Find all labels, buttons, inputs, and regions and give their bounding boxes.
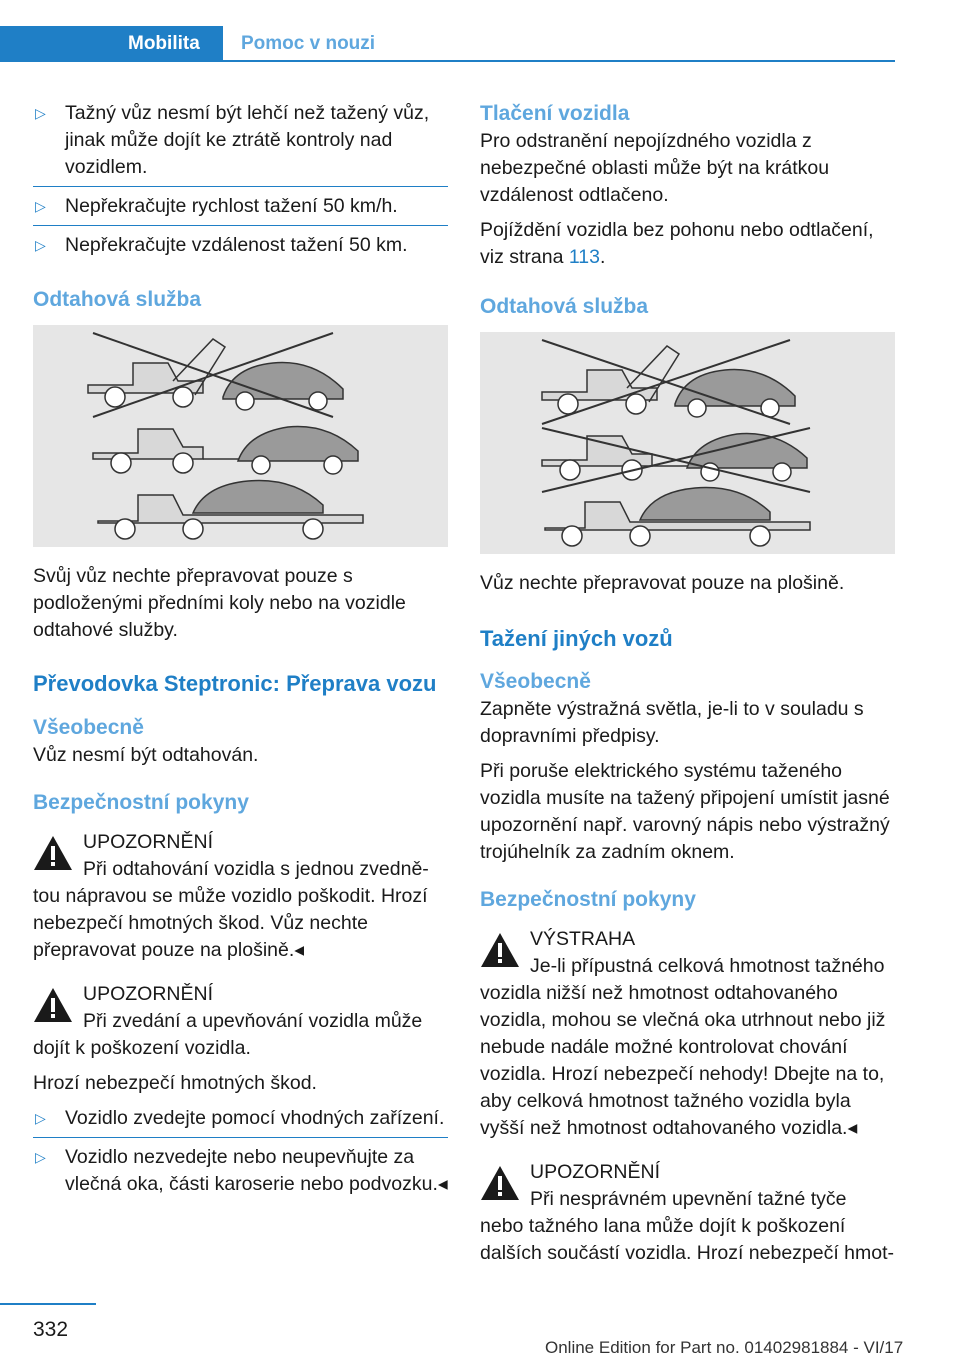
towing-illustration xyxy=(33,325,448,547)
warning-block xyxy=(33,981,448,1062)
bullet-separator xyxy=(33,225,448,226)
tow-text: Svůj vůz nechte přepravovat pouze s podloženými předními koly nebo na vozidle odtahové služby. xyxy=(33,565,406,641)
left-column xyxy=(33,100,448,1198)
warning-triangle-icon xyxy=(480,1165,520,1201)
heading-odtahova-sluzba: Odtahová služba xyxy=(33,288,202,311)
warning-text: dojít k poškození vozidla. xyxy=(33,1037,251,1059)
roll-text: Pojíždění vozidla bez pohonu nebo odtlačení, viz strana 113. xyxy=(480,219,874,268)
warning-triangle-icon xyxy=(33,987,73,1023)
bullet-separator xyxy=(33,1137,448,1138)
triangle-right-icon: ▷ xyxy=(35,105,46,121)
heading-odtahova-sluzba: Odtahová služba xyxy=(480,295,649,318)
triangle-right-icon: ▷ xyxy=(35,1110,46,1126)
page-link-113[interactable]: 113 xyxy=(568,246,600,268)
warning-text: tou nápravou se může vozidlo poškodit. Hrozí nebezpečí hmotných škod. Vůz nechte přepravovat pouze na plošině.◂ xyxy=(33,885,428,961)
bullet-item: ▷ Vozidlo zvedejte pomocí vhodných zařízení. xyxy=(33,1105,448,1132)
warning-title: VÝSTRAHA xyxy=(530,928,636,950)
warning-triangle-icon xyxy=(33,835,73,871)
heading-tazeni-jinych-vozu: Tažení jiných vozů xyxy=(480,626,673,651)
warning-title: UPOZORNĚNÍ xyxy=(83,831,214,853)
page-header xyxy=(0,0,960,62)
warning-lead: Při zvedání a upevňování vozidla může xyxy=(83,1010,423,1032)
towing-methods-drawing xyxy=(33,325,448,547)
right-column xyxy=(480,100,895,1267)
bullet-item: ▷ Vozidlo nezvedejte nebo neupevňujte za vlečná oka, části karoserie nebo podvozku.◂ xyxy=(35,1146,448,1195)
section-tab-mobilita[interactable]: Mobilita xyxy=(0,26,223,61)
page-number: 332 xyxy=(33,1318,69,1341)
edition-note: Online Edition for Part no. 01402981884 - VI/17 xyxy=(545,1338,904,1357)
header-rule xyxy=(0,60,895,62)
towing-methods-drawing xyxy=(480,332,895,554)
heading-tlaceni-vozidla: Tlačení vozidla xyxy=(480,102,630,125)
triangle-right-icon: ▷ xyxy=(35,237,46,253)
general-text: Vůz nesmí být odtahován. xyxy=(33,744,259,766)
bullet-separator xyxy=(33,186,448,187)
warning-block xyxy=(33,829,448,964)
tow-text: Vůz nechte přepravovat pouze na plošině. xyxy=(480,572,845,594)
heading-bezpecnostni-pokyny: Bezpečnostní pokyny xyxy=(33,791,249,814)
warning-text: nebo tažného lana může dojít k poškození dalších součástí vozidla. Hrozí nebezpečí hmot- xyxy=(480,1215,895,1264)
general-text: Při poruše elektrického systému taženého vozidla musíte na tažený připojení umístit jasné upozornění např. varovný nápis nebo výstražný trojúhelník za zadním oknem. xyxy=(480,760,890,863)
bullet-item: ▷ Nepřekračujte rychlost tažení 50 km/h. xyxy=(33,193,448,220)
risk-text: Hrozí nebezpečí hmotných škod. xyxy=(33,1072,317,1094)
warning-lead: Je-li přípustná celková hmotnost tažného xyxy=(530,955,885,977)
warning-triangle-icon xyxy=(480,932,520,968)
general-text: Zapněte výstražná světla, je-li to v souladu s dopravními předpisy. xyxy=(480,698,864,747)
heading-steptronic: Převodovka Steptronic: Přeprava vozu xyxy=(33,671,437,696)
warning-block xyxy=(480,1159,895,1267)
heading-bezpecnostni-pokyny: Bezpečnostní pokyny xyxy=(480,888,696,911)
push-text: Pro odstranění nepojízdného vozidla z nebezpečné oblasti může být na krátkou vzdálenost odtlačeno. xyxy=(480,130,830,206)
warning-lead: Při nesprávném upevnění tažné tyče xyxy=(530,1188,847,1210)
heading-vseobecne: Všeobecně xyxy=(480,670,591,693)
heading-vseobecne: Všeobecně xyxy=(33,716,144,739)
footer-rule xyxy=(0,1303,96,1305)
towing-illustration xyxy=(480,332,895,554)
bullet-item: ▷ Tažný vůz nesmí být lehčí než tažený vůz, jinak může dojít ke ztrátě kontroly nad vozidlem. xyxy=(35,102,430,178)
triangle-right-icon: ▷ xyxy=(35,1149,46,1165)
warning-title: UPOZORNĚNÍ xyxy=(530,1161,661,1183)
warning-block xyxy=(480,926,895,1142)
bullet-item: ▷ Nepřekračujte vzdálenost tažení 50 km. xyxy=(33,232,448,259)
warning-text: vozidla nižší než hmotnost odtahovaného vozidla, mohou se vlečná oka utrhnout nebo již nebude nadále možné kontrolovat chování vozidla. Hrozí nebezpečí nehody! Dbejte na to, aby celková hmotnost tažného vozidla byla vyšší než hmotnost odtahovaného vozidla.◂ xyxy=(480,982,886,1139)
warning-title: UPOZORNĚNÍ xyxy=(83,983,214,1005)
warning-lead: Při odtahování vozidla s jednou zvedně- xyxy=(83,858,429,880)
section-tab-pomoc-v-nouzi[interactable]: Pomoc v nouzi xyxy=(241,26,375,61)
triangle-right-icon: ▷ xyxy=(35,198,46,214)
